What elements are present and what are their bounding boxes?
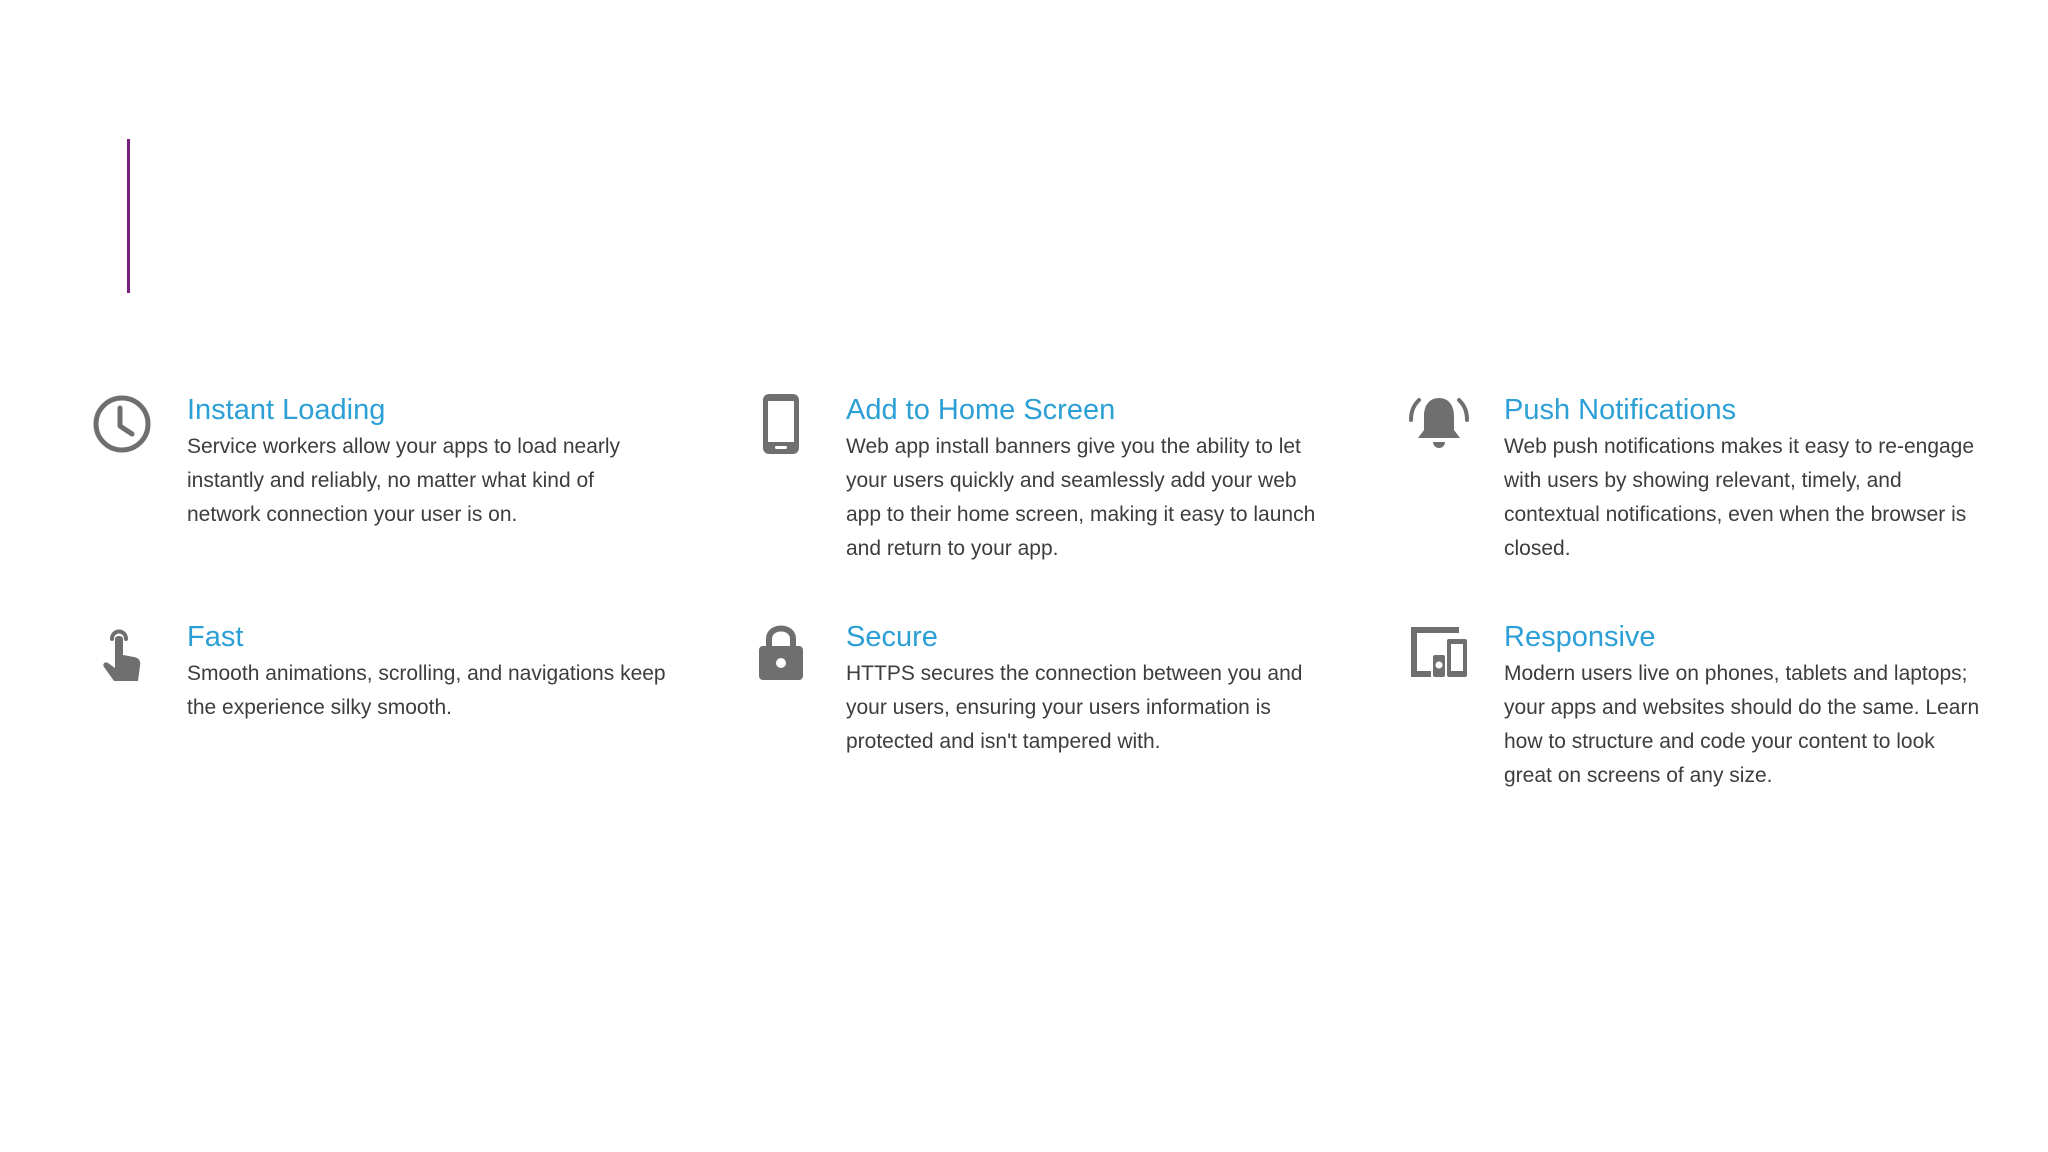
feature-title: Secure — [846, 621, 938, 653]
lock-icon — [749, 619, 813, 683]
feature-description: Modern users live on phones, tablets and laptops; your apps and websites should do the same. Learn how to structure and code your content to look great on screens of any size. — [1504, 662, 1980, 787]
feature-title: Add to Home Screen — [846, 394, 1116, 426]
feature-title: Fast — [187, 621, 244, 653]
bell-ringing-icon — [1407, 392, 1471, 456]
feature-description: HTTPS secures the connection between you and your users, ensuring your users information is protected and isn't tampered with. — [846, 662, 1303, 753]
feature-description: Web push notifications makes it easy to re-engage with users by showing relevant, timely, and contextual notifications, even when the browser is closed. — [1504, 435, 1975, 560]
feature-title: Responsive — [1504, 621, 1656, 653]
feature-description: Web app install banners give you the ability to let your users quickly and seamlessly add your web app to their home screen, making it easy to launch and return to your app. — [846, 435, 1316, 560]
devices-icon — [1407, 619, 1471, 683]
feature-description: Service workers allow your apps to load nearly instantly and reliably, no matter what kind of network connection your user is on. — [187, 435, 621, 526]
touch-icon — [90, 619, 154, 683]
feature-description: Smooth animations, scrolling, and navigations keep the experience silky smooth. — [187, 662, 666, 719]
feature-title: Instant Loading — [187, 394, 386, 426]
smartphone-icon — [749, 392, 813, 456]
clock-icon — [90, 392, 154, 456]
feature-title: Push Notifications — [1504, 394, 1737, 426]
accent-bar — [127, 139, 130, 293]
